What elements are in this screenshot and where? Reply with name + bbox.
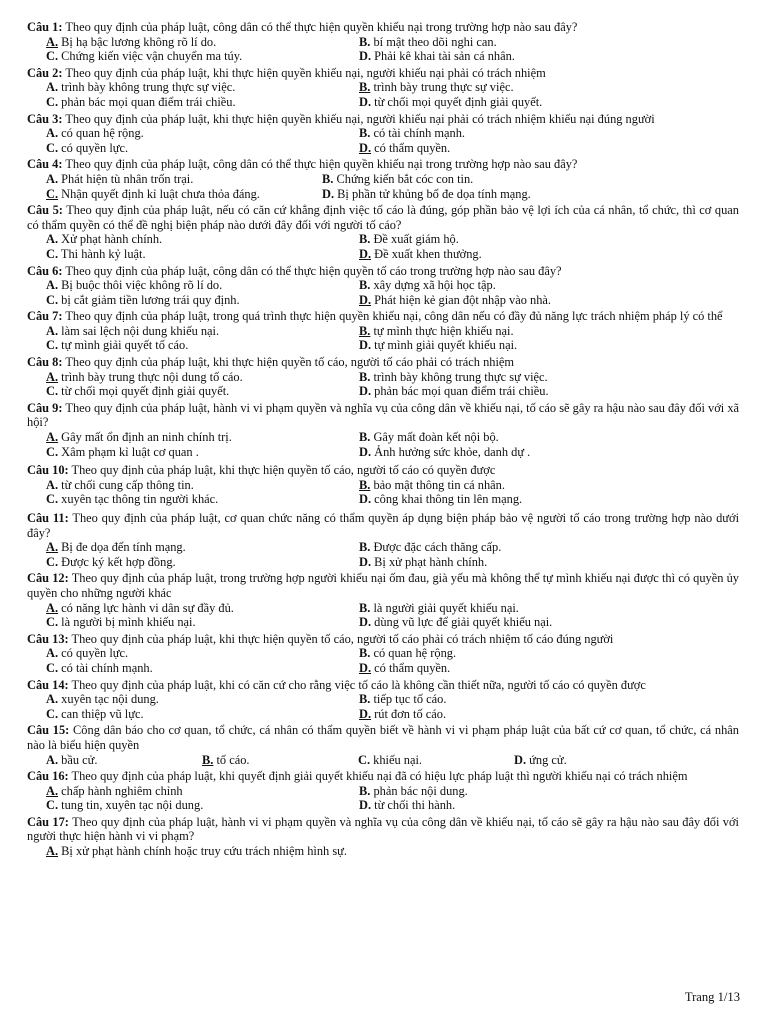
question-number: Câu 4:: [27, 157, 63, 172]
question: [27, 264, 739, 308]
option-letter: B.: [359, 540, 371, 555]
option-text: xây dựng xã hội học tập.: [373, 278, 496, 293]
answer-option: [358, 753, 514, 768]
option-text: trình bày không trung thực sự việc.: [373, 369, 548, 384]
answer-option: [46, 646, 359, 661]
answer-option: [359, 601, 672, 616]
options-row: [27, 384, 739, 399]
option-letter: A.: [46, 278, 59, 293]
answer-option: [46, 172, 322, 187]
question-stem: [27, 264, 739, 279]
answer-option: [359, 126, 672, 141]
question: [27, 355, 739, 399]
option-text: Xâm phạm kỉ luật cơ quan .: [61, 444, 199, 459]
answer-option: [359, 278, 672, 293]
question-stem: [27, 401, 739, 430]
answer-option: [46, 95, 359, 110]
option-letter: D.: [359, 798, 372, 813]
option-letter: D.: [359, 292, 372, 307]
answer-option: [359, 95, 672, 110]
option-text: có quyền lực.: [61, 140, 129, 155]
option-text: phản bác nội dung.: [373, 783, 468, 798]
answer-option: [46, 601, 359, 616]
answer-option: [46, 615, 359, 630]
options-row: [27, 646, 739, 661]
question: [27, 571, 739, 629]
answer-option: [359, 784, 672, 799]
options-row: [27, 141, 739, 156]
option-letter: B.: [359, 232, 371, 247]
option-text: tự mình giải quyết khiếu nại.: [374, 338, 518, 353]
options-row: [27, 844, 739, 859]
answer-option: [359, 555, 672, 570]
page-number: Trang 1/13: [684, 990, 740, 1004]
option-text: làm sai lệch nội dung khiếu nại.: [61, 323, 220, 338]
options-row: [27, 95, 739, 110]
answer-option: [46, 478, 359, 493]
option-text: trình bày không trung thực sự việc.: [61, 80, 236, 95]
option-letter: A.: [46, 752, 59, 767]
question-number: Câu 14:: [27, 677, 69, 692]
option-text: xuyên tạc nội dung.: [61, 692, 159, 707]
options-row: [27, 35, 739, 50]
answer-option: [359, 478, 672, 493]
answer-option: [359, 430, 672, 445]
question-stem: [27, 309, 739, 324]
answer-option: [46, 492, 359, 507]
options-row: [27, 540, 739, 555]
option-letter: C.: [46, 798, 59, 813]
option-letter: B.: [359, 430, 371, 445]
option-text: trình bày trung thực sự việc.: [373, 80, 514, 95]
option-text: can thiệp vũ lực.: [61, 706, 144, 721]
option-letter: D.: [359, 554, 372, 569]
answer-option: [46, 49, 359, 64]
options-row: [27, 172, 739, 187]
option-letter: D.: [359, 492, 372, 507]
option-text: Bị hạ bậc lương không rõ lí do.: [61, 34, 217, 49]
answer-option: [46, 141, 359, 156]
question-number: Câu 3:: [27, 111, 63, 126]
question-number: Câu 10:: [27, 463, 69, 478]
option-text: Gây mất đoàn kết nội bộ.: [373, 430, 499, 445]
option-letter: B.: [359, 126, 371, 141]
option-letter: A.: [46, 323, 59, 338]
options-row: [27, 661, 739, 676]
option-letter: A.: [46, 232, 59, 247]
question-stem: [27, 723, 739, 752]
option-text: Chứng kiến bắt cóc con tin.: [336, 171, 474, 186]
question-stem: [27, 20, 739, 35]
answer-option: [359, 338, 672, 353]
option-letter: C.: [46, 94, 59, 109]
option-letter: D.: [359, 384, 372, 399]
option-text: Xử phạt hành chính.: [61, 232, 163, 247]
question-text: Theo quy định của pháp luật, khi thực hiện quyền tố cáo, người tố cáo phải có trách nhiệm: [65, 355, 515, 370]
question-stem: [27, 815, 739, 844]
option-text: Thi hành kỷ luật.: [60, 246, 146, 261]
option-letter: A.: [46, 600, 59, 615]
option-letter: B.: [359, 80, 371, 95]
question-text: Công dân báo cho cơ quan, tổ chức, cá nhân có thẩm quyền biết về hành vi vi phạm pháp luật của bất cứ cơ quan, tổ chức, cá nhân nào là biểu hiện quyền: [27, 723, 739, 752]
answer-option: [359, 661, 672, 676]
option-text: tự mình giải quyết tố cáo.: [61, 338, 189, 353]
option-text: Chứng kiến việc vận chuyển ma túy.: [61, 49, 243, 64]
option-text: trình bày trung thực nội dung tố cáo.: [61, 369, 243, 384]
question-number: Câu 15:: [27, 723, 70, 738]
question-text: Theo quy định của pháp luật, trong quá trình thực hiện quyền khiếu nại, công dân nếu có đầy đủ năng lực trách nhiệm pháp lý có thể: [65, 309, 723, 324]
options-row: [27, 80, 739, 95]
answer-option: [359, 540, 672, 555]
question-number: Câu 12:: [27, 571, 69, 586]
option-letter: A.: [46, 540, 59, 555]
options-row: [27, 492, 739, 507]
answer-option: [359, 232, 672, 247]
question: [27, 401, 739, 459]
option-letter: D.: [359, 706, 372, 721]
option-letter: D.: [359, 94, 372, 109]
options-row: [27, 430, 739, 445]
question-text: Theo quy định của pháp luật, khi thực hiện quyền khiếu nại, người khiếu nại phải có trách nhiệm khiếu nại đúng người: [65, 111, 655, 126]
answer-option: [359, 49, 672, 64]
question: [27, 157, 739, 201]
option-text: có thẩm quyền.: [374, 140, 451, 155]
question: [27, 66, 739, 110]
question-stem: [27, 632, 739, 647]
answer-option: [46, 80, 359, 95]
option-text: từ chối mọi quyết định giải quyết.: [374, 94, 543, 109]
options-row: [27, 601, 739, 616]
question-stem: [27, 355, 739, 370]
question: [27, 112, 739, 156]
answer-option: [359, 141, 672, 156]
options-row: [27, 49, 739, 64]
option-text: khiếu nại.: [373, 752, 423, 767]
answer-option: [202, 753, 358, 768]
option-text: từ chối cung cấp thông tin.: [61, 477, 194, 492]
option-text: bầu cử.: [61, 752, 98, 767]
answer-option: [46, 753, 202, 768]
option-text: Bị xử phạt hành chính hoặc truy cứu trách nhiệm hình sự.: [61, 844, 347, 859]
option-text: là người bị mình khiếu nại.: [61, 615, 196, 630]
option-letter: B.: [359, 477, 371, 492]
option-letter: C.: [46, 338, 59, 353]
answer-option: [359, 798, 672, 813]
answer-option: [46, 324, 359, 339]
option-text: Được ký kết hợp đồng.: [61, 554, 176, 569]
option-letter: B.: [359, 783, 371, 798]
option-text: Ảnh hưởng sức khỏe, danh dự .: [374, 444, 531, 459]
question-stem: [27, 203, 739, 232]
answer-option: [46, 844, 351, 859]
option-text: Bị xử phạt hành chính.: [374, 554, 488, 569]
option-letter: C.: [46, 660, 59, 675]
option-text: công khai thông tin lên mạng.: [374, 492, 523, 507]
question-number: Câu 13:: [27, 631, 69, 646]
options-row: [27, 278, 739, 293]
answer-option: [359, 247, 672, 262]
question-stem: [27, 678, 739, 693]
option-text: bảo mật thông tin cá nhân.: [373, 477, 505, 492]
option-letter: C.: [46, 615, 59, 630]
answer-option: [514, 753, 670, 768]
option-text: bị cắt giảm tiền lương trái quy định.: [61, 292, 240, 307]
options-row: [27, 692, 739, 707]
option-text: có năng lực hành vi dân sự đầy đủ.: [61, 600, 234, 615]
question-text: Theo quy định của pháp luật, hành vi vi phạm quyền và nghĩa vụ của công dân về khiếu nại, tố cáo sẽ gây ra hậu nào sau đây đối với người thực hiện hành vi vi phạm?: [27, 814, 739, 844]
option-text: tiếp tục tố cáo.: [373, 692, 447, 707]
answer-option: [322, 172, 598, 187]
options-row: [27, 338, 739, 353]
question-text: Theo quy định của pháp luật, trong trường hợp người khiếu nại ốm đau, già yếu mà không thể tự mình khiếu nại được thì có quyền ủy quyền cho những người khác: [27, 571, 740, 600]
answer-option: [46, 661, 359, 676]
answer-option: [46, 126, 359, 141]
option-text: Phát hiện tù nhân trốn trại.: [61, 171, 194, 186]
answer-option: [46, 384, 359, 399]
option-letter: C.: [46, 292, 59, 307]
option-text: từ chối mọi quyết định giải quyết.: [61, 384, 230, 399]
option-letter: A.: [46, 783, 59, 798]
question-stem: [27, 511, 739, 540]
answer-option: [359, 692, 672, 707]
option-text: Đề xuất khen thưởng.: [374, 246, 482, 261]
option-text: Phải kê khai tài sản cá nhân.: [374, 49, 515, 64]
options-row: [27, 126, 739, 141]
options-row: [27, 445, 739, 460]
question: [27, 20, 739, 64]
answer-option: [359, 80, 672, 95]
question-text: Theo quy định của pháp luật, công dân có thể thực hiện quyền khiếu nại trong trường hợp nào sau đây?: [65, 20, 578, 34]
option-text: Được đặc cách thăng cấp.: [373, 540, 502, 555]
answer-option: [46, 247, 359, 262]
option-letter: B.: [202, 752, 214, 767]
answer-option: [359, 707, 672, 722]
option-letter: C.: [46, 492, 59, 507]
option-text: phản bác mọi quan điểm trái chiều.: [374, 384, 549, 399]
options-row: [27, 187, 739, 202]
options-row: [27, 555, 739, 570]
option-text: Đề xuất giám hộ.: [373, 232, 459, 247]
question: [27, 632, 739, 676]
question-stem: [27, 112, 739, 127]
question: [27, 678, 739, 722]
answer-option: [322, 187, 598, 202]
options-row: [27, 247, 739, 262]
answer-option: [46, 187, 322, 202]
option-letter: D.: [359, 444, 372, 459]
option-text: có tài chính mạnh.: [61, 660, 153, 675]
option-letter: A.: [46, 126, 59, 141]
option-letter: C.: [46, 444, 59, 459]
option-text: dùng vũ lực để giải quyết khiếu nại.: [374, 615, 553, 630]
question-text: Theo quy định của pháp luật, khi thực hiện quyền tố cáo, người tố cáo có quyền được: [71, 463, 496, 478]
option-text: bí mật theo dõi nghi can.: [373, 34, 497, 49]
options-row: [27, 615, 739, 630]
question-text: Theo quy định của pháp luật, khi có căn cứ cho rằng việc tố cáo là không cần thiết nữa, người tố cáo có quyền được: [71, 677, 646, 692]
exam-page: [27, 20, 739, 863]
options-row: [27, 478, 739, 493]
question: [27, 463, 739, 507]
options-row: [27, 293, 739, 308]
answer-option: [359, 324, 672, 339]
option-letter: A.: [46, 477, 59, 492]
option-text: từ chối thi hành.: [374, 798, 456, 813]
answer-option: [46, 540, 359, 555]
answer-option: [46, 293, 359, 308]
answer-option: [46, 278, 359, 293]
question: [27, 815, 739, 859]
option-letter: B.: [359, 34, 371, 49]
options-row: [27, 232, 739, 247]
option-letter: C.: [46, 140, 59, 155]
answer-option: [46, 784, 359, 799]
option-letter: C.: [46, 384, 59, 399]
answer-option: [359, 445, 672, 460]
option-letter: B.: [359, 278, 371, 293]
option-letter: D.: [514, 752, 527, 767]
option-letter: D.: [359, 615, 372, 630]
question-number: Câu 5:: [27, 203, 63, 218]
answer-option: [46, 798, 359, 813]
question-text: Theo quy định của pháp luật, công dân có thể thực hiện quyền tố cáo trong trường hợp nào sau đây?: [65, 263, 562, 278]
option-letter: B.: [359, 646, 371, 661]
option-letter: A.: [46, 171, 59, 186]
option-letter: D.: [359, 246, 372, 261]
answer-option: [46, 692, 359, 707]
option-letter: C.: [46, 554, 59, 569]
answer-option: [359, 646, 672, 661]
option-letter: C.: [46, 706, 59, 721]
question-number: Câu 2:: [27, 65, 63, 80]
answer-option: [359, 370, 672, 385]
question-stem: [27, 157, 739, 172]
option-letter: C.: [46, 186, 59, 201]
answer-option: [359, 293, 672, 308]
answer-option: [46, 430, 359, 445]
question-text: Theo quy định của pháp luật, cơ quan chức năng có thẩm quyền áp dụng biện pháp bảo vệ người tố cáo trong trường hợp nào dưới đây?: [27, 511, 740, 540]
option-letter: C.: [46, 49, 59, 64]
question-number: Câu 11:: [27, 511, 69, 525]
answer-option: [46, 370, 359, 385]
option-letter: D.: [359, 338, 372, 353]
question: [27, 309, 739, 353]
answer-option: [46, 35, 359, 50]
option-letter: B.: [359, 369, 371, 384]
option-text: có quan hệ rộng.: [61, 126, 144, 141]
question-stem: [27, 571, 739, 600]
option-letter: B.: [359, 600, 371, 615]
option-letter: D.: [359, 660, 372, 675]
answer-option: [359, 492, 672, 507]
question-number: Câu 16:: [27, 769, 69, 784]
options-row: [27, 707, 739, 722]
option-text: Bị đe dọa đến tính mạng.: [61, 540, 186, 555]
question-text: Theo quy định của pháp luật, khi quyết định giải quyết khiếu nại đã có hiệu lực pháp luật thì người khiếu nại có trách nhiệm: [71, 769, 688, 784]
option-letter: A.: [46, 646, 59, 661]
question-number: Câu 17:: [27, 814, 69, 829]
question-text: Theo quy định của pháp luật, công dân có thể thực hiện quyền khiếu nại trong trường hợp nào sau đây?: [65, 157, 578, 172]
option-text: Phát hiện kẻ gian đột nhập vào nhà.: [374, 292, 552, 307]
option-letter: B.: [359, 323, 371, 338]
option-letter: D.: [322, 186, 335, 201]
option-text: có quyền lực.: [61, 646, 129, 661]
option-letter: A.: [46, 844, 59, 859]
option-text: Gây mất ổn định an ninh chính trị.: [61, 430, 232, 445]
question-text: Theo quy định của pháp luật, nếu có căn cứ khẳng định việc tố cáo là đúng, góp phần bảo vệ lợi ích của cá nhân, tổ chức, thì cơ quan có thẩm quyền có thể đề nghị biện pháp nào dưới đây đối với người tố cáo?: [27, 203, 739, 232]
option-text: phản bác mọi quan điểm trái chiều.: [61, 94, 236, 109]
option-letter: A.: [46, 430, 59, 445]
question-stem: [27, 463, 739, 478]
question-number: Câu 8:: [27, 355, 63, 370]
option-text: có tài chính mạnh.: [373, 126, 466, 141]
option-text: Bị phần tử khủng bố đe dọa tính mạng.: [337, 186, 531, 201]
question: [27, 203, 739, 261]
question-stem: [27, 66, 739, 81]
option-letter: D.: [359, 49, 372, 64]
options-row: [27, 324, 739, 339]
question-number: Câu 7:: [27, 309, 63, 324]
question-number: Câu 9:: [27, 400, 63, 415]
option-text: ứng cử.: [529, 752, 567, 767]
option-text: tố cáo.: [216, 752, 250, 767]
question-text: Theo quy định của pháp luật, khi thực hiện quyền tố cáo, người tố cáo phải có trách nhiệm tố cáo đúng người: [71, 631, 614, 646]
option-letter: A.: [46, 692, 59, 707]
option-text: tung tin, xuyên tạc nội dung.: [61, 798, 204, 813]
option-text: Nhận quyết định kỉ luật chưa thỏa đáng.: [61, 186, 260, 201]
question-stem: [27, 769, 739, 784]
option-letter: A.: [46, 80, 59, 95]
option-text: có quan hệ rộng.: [373, 646, 457, 661]
answer-option: [46, 445, 359, 460]
question-text: Theo quy định của pháp luật, khi thực hiện quyền khiếu nại, người khiếu nại phải có trách nhiệm: [65, 65, 546, 80]
options-row: [27, 753, 739, 768]
question: [27, 723, 739, 767]
option-text: rút đơn tố cáo.: [374, 706, 447, 721]
options-row: [27, 784, 739, 799]
answer-option: [359, 615, 672, 630]
question-text: Theo quy định của pháp luật, hành vi vi phạm quyền và nghĩa vụ của công dân về khiếu nại, tố cáo sẽ gây ra hậu nào sau đây đối với xã hội?: [27, 400, 740, 430]
answer-option: [46, 707, 359, 722]
answer-option: [46, 338, 359, 353]
option-text: tự mình thực hiện khiếu nại.: [373, 323, 514, 338]
question: [27, 511, 739, 569]
answer-option: [359, 384, 672, 399]
option-text: xuyên tạc thông tin người khác.: [61, 492, 219, 507]
option-text: có thẩm quyền.: [374, 660, 451, 675]
option-text: là người giải quyết khiếu nại.: [373, 600, 519, 615]
option-letter: B.: [322, 171, 334, 186]
question-number: Câu 6:: [27, 263, 63, 278]
option-text: chấp hành nghiêm chỉnh: [61, 783, 183, 798]
options-row: [27, 370, 739, 385]
option-letter: C.: [46, 246, 59, 261]
answer-option: [46, 232, 359, 247]
option-letter: A.: [46, 369, 59, 384]
question-number: Câu 1:: [27, 20, 63, 34]
option-letter: C.: [358, 752, 371, 767]
option-letter: B.: [359, 692, 371, 707]
option-letter: D.: [359, 140, 372, 155]
options-row: [27, 798, 739, 813]
answer-option: [46, 555, 359, 570]
question: [27, 769, 739, 813]
option-text: Bị buộc thôi việc không rõ lí do.: [61, 278, 223, 293]
answer-option: [359, 35, 672, 50]
option-letter: A.: [46, 34, 59, 49]
